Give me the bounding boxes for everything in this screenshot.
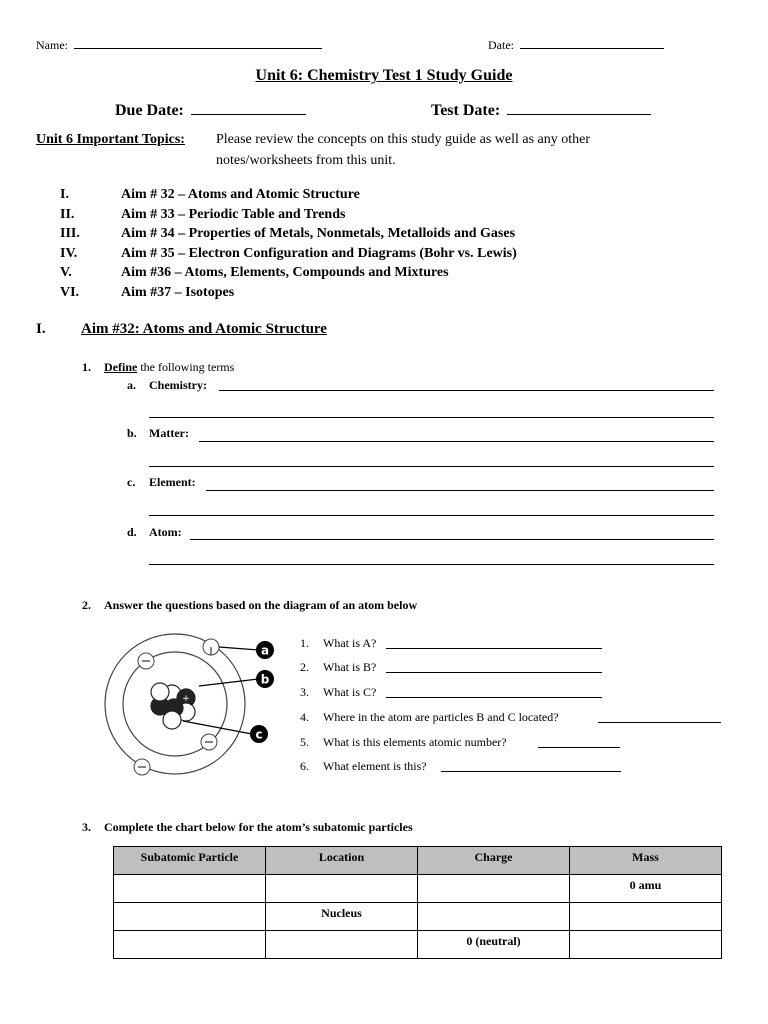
answer-line[interactable] [149, 454, 714, 467]
table-row [114, 875, 722, 903]
topic-num: I. [60, 187, 69, 202]
atom-diagram [90, 626, 280, 786]
svg-text:+: + [182, 694, 190, 704]
topic-text: Aim # 32 – Atoms and Atomic Structure [121, 187, 360, 202]
term-label: Atom: [149, 525, 182, 539]
list-item [60, 263, 517, 283]
term-letter: c. [127, 475, 136, 489]
table-cell[interactable] [266, 931, 418, 959]
term-label: Matter: [149, 426, 189, 440]
subatomic-table [113, 846, 722, 959]
topic-num: VI. [60, 284, 80, 300]
table-cell[interactable] [266, 875, 418, 903]
question-text: Complete the chart below for the atom’s subatomic particles [104, 820, 413, 834]
topic-num: II. [60, 206, 75, 222]
answer-line[interactable] [386, 636, 602, 649]
topic-text: Aim # 34 – Properties of Metals, Nonmetals, Metalloids and Gases [121, 226, 516, 241]
label-c: c [255, 727, 263, 742]
section-title: Aim #32: Atoms and Atomic Structure [81, 321, 327, 337]
table-cell[interactable] [418, 875, 570, 903]
intro-line-2: notes/worksheets from this unit. [216, 153, 396, 168]
table-header-row [114, 847, 722, 875]
answer-line[interactable] [386, 685, 602, 698]
date-field[interactable] [488, 38, 664, 53]
question-3 [82, 820, 413, 835]
section-number: I. [36, 321, 46, 337]
q2-item-2 [300, 660, 376, 675]
date-label: Date: [488, 38, 514, 52]
q2-item-6 [300, 759, 427, 774]
page-title: Unit 6: Chemistry Test 1 Study Guide [255, 67, 513, 84]
question-number: 1. [82, 360, 91, 374]
topic-num: III. [60, 226, 80, 241]
list-item [60, 205, 517, 225]
question-text: Answer the questions based on the diagram of an atom below [104, 598, 418, 612]
answer-line[interactable] [219, 378, 714, 391]
list-item [60, 185, 517, 205]
topic-num: IV. [60, 245, 78, 261]
item-number: 2. [300, 660, 309, 674]
q2-item-4 [300, 710, 559, 725]
svg-text:+: + [168, 690, 176, 700]
answer-line[interactable] [538, 735, 620, 748]
name-label: Name: [36, 38, 68, 52]
table-cell[interactable] [114, 903, 266, 931]
answer-line[interactable] [149, 503, 714, 516]
intro-line-1: Please review the concepts on this study guide as well as any other [216, 132, 591, 147]
question-text: the following terms [137, 360, 235, 374]
table-cell: Nucleus [266, 903, 418, 931]
test-date-field[interactable] [431, 100, 651, 120]
table-cell: 0 (neutral) [418, 931, 570, 959]
due-date-field[interactable] [115, 100, 306, 120]
question-1 [82, 360, 234, 375]
define-word: Define [104, 360, 138, 374]
term-chemistry [127, 378, 207, 393]
topics-label: Unit 6 Important Topics: [36, 132, 185, 147]
table-row [114, 931, 722, 959]
item-number: 6. [300, 759, 309, 773]
term-atom [127, 525, 182, 540]
table-cell[interactable] [570, 931, 722, 959]
answer-line[interactable] [199, 429, 714, 442]
list-item [60, 244, 517, 264]
term-letter: a. [127, 378, 136, 392]
table-header: Location [266, 847, 418, 875]
term-element [127, 475, 196, 490]
topic-text: Aim #36 – Atoms, Elements, Compounds and Mixtures [121, 265, 449, 280]
table-cell[interactable] [418, 903, 570, 931]
term-label: Chemistry: [149, 378, 207, 392]
item-number: 1. [300, 636, 309, 650]
q2-item-1 [300, 636, 376, 651]
due-date-label: Due Date: [115, 102, 184, 119]
table-header: Mass [570, 847, 722, 875]
label-b: b [260, 672, 270, 687]
q2-item-3 [300, 685, 376, 700]
table-cell[interactable] [114, 931, 266, 959]
item-text: What is B? [323, 660, 377, 674]
answer-line[interactable] [386, 660, 602, 673]
item-number: 3. [300, 685, 309, 699]
item-text: Where in the atom are particles B and C located? [323, 710, 559, 724]
svg-text:+: + [156, 688, 164, 698]
term-letter: d. [127, 525, 137, 539]
question-number: 3. [82, 820, 91, 834]
table-cell: 0 amu [570, 875, 722, 903]
list-item [60, 224, 517, 244]
item-text: What is A? [323, 636, 377, 650]
topic-num: V. [60, 265, 72, 280]
item-text: What element is this? [323, 759, 427, 773]
table-cell[interactable] [114, 875, 266, 903]
name-field[interactable] [36, 38, 322, 53]
question-number: 2. [82, 598, 91, 612]
answer-line[interactable] [206, 478, 714, 491]
question-2 [82, 598, 417, 613]
list-item [60, 283, 517, 303]
answer-line[interactable] [598, 710, 721, 723]
topic-list [60, 185, 517, 302]
table-header: Charge [418, 847, 570, 875]
item-number: 4. [300, 710, 309, 724]
item-text: What is this elements atomic number? [323, 735, 507, 749]
q2-item-5 [300, 735, 507, 750]
table-cell[interactable] [570, 903, 722, 931]
topic-text: Aim # 35 – Electron Configuration and Diagrams (Bohr vs. Lewis) [121, 245, 517, 261]
term-label: Element: [149, 475, 196, 489]
answer-line[interactable] [441, 759, 621, 772]
term-matter [127, 426, 189, 441]
answer-line[interactable] [149, 405, 714, 418]
answer-line[interactable] [149, 552, 714, 565]
term-letter: b. [127, 426, 137, 440]
test-date-label: Test Date: [431, 102, 501, 119]
label-a: a [260, 643, 270, 658]
table-row [114, 903, 722, 931]
topic-text: Aim # 33 – Periodic Table and Trends [121, 206, 346, 222]
item-number: 5. [300, 735, 309, 749]
topic-text: Aim #37 – Isotopes [121, 284, 235, 300]
answer-line[interactable] [190, 527, 714, 540]
table-header: Subatomic Particle [114, 847, 266, 875]
item-text: What is C? [323, 685, 377, 699]
